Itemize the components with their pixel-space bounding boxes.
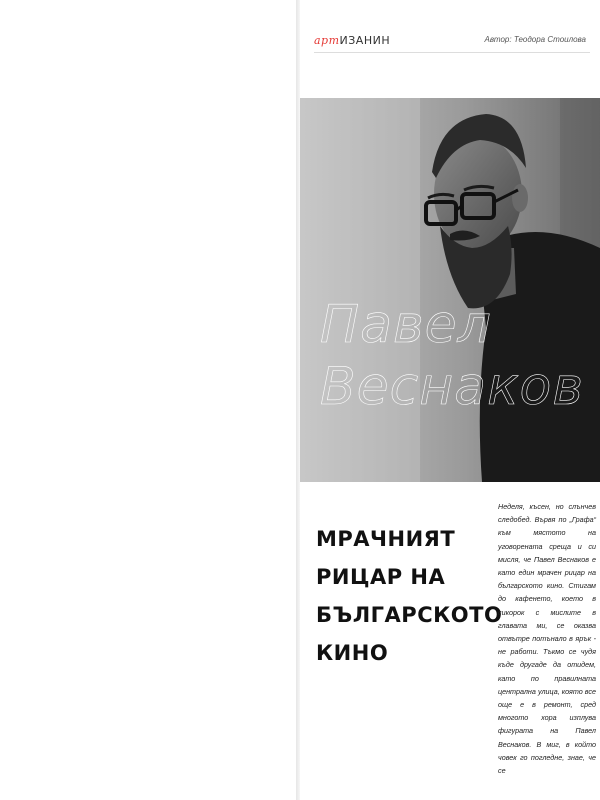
headline-line-2: РИЦАР НА [316,565,446,589]
photo-title-last-name: Веснаков [320,357,584,417]
rubric-rest: ИЗАНИН [339,34,391,47]
rubric-accent: арт [314,34,340,47]
portrait-photo [300,98,600,482]
magazine-page [300,0,600,800]
portrait-illustration [300,98,600,482]
headline-line-4: КИНО [316,641,389,665]
article-headline [316,520,503,672]
headline-line-1: МРАЧНИЯТ [316,527,456,551]
headline-line-3: БЪЛГАРСКОТО [316,603,503,627]
author-credit: Автор: Теодора Стоилова [484,35,586,44]
header-divider [314,52,590,53]
section-rubric [314,34,390,47]
photo-title-overlay [320,294,584,418]
photo-title-first-name: Павел [320,295,492,355]
article-body: Неделя, късен, но слънчев следобед. Вървя по „Графа“ към мястото на уговорената среща и си мисля, че Павел Веснаков е като един мрачен рицар на българското кино. Стигам до кафенето, което в сикорок с мислите в главата ми, се оказва отвътре потънало в ярък - не работи. Тъкмо се чудя къде другаде да отидем, като по правилната централна улица, която все още е в ремонт, сред многото хора изплува фигурата на Павел Веснаков. В миг, в който човек го погледне, знае, че се [498,502,596,776]
